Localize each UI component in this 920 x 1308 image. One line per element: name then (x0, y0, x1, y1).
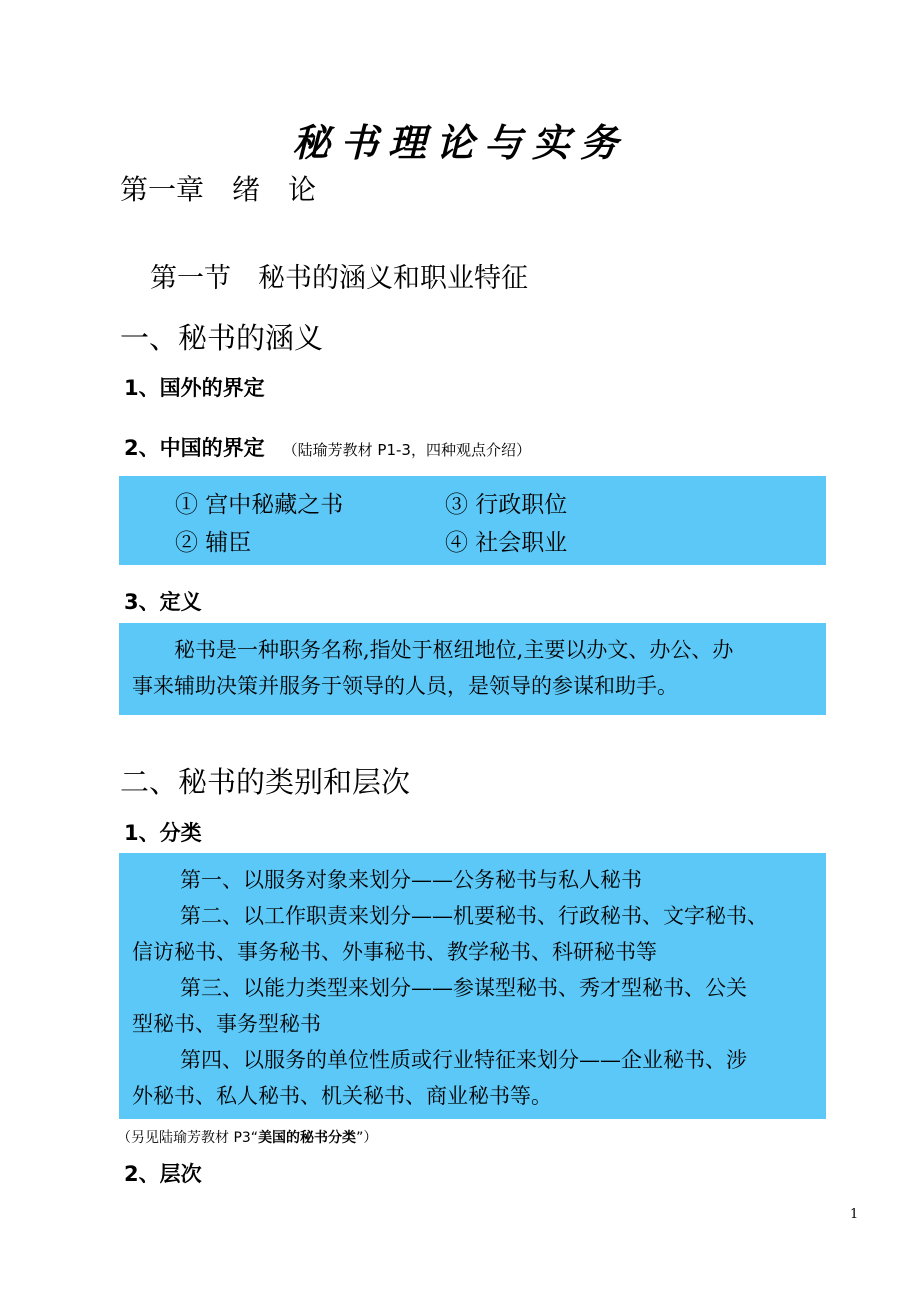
view-item: ③ 行政职位 (445, 492, 568, 518)
part1-sub2-note: （陆瑜芳教材 P1-3，四种观点介绍） (282, 441, 531, 459)
classification-line: 外秘书、私人秘书、机关秘书、商业秘书等。 (132, 1084, 552, 1108)
view-item: ① 宫中秘藏之书 (175, 492, 344, 518)
classification-line: 第三、以能力类型来划分——参谋型秘书、秀才型秘书、公关 (180, 976, 747, 1000)
definition-line: 事来辅助决策并服务于领导的人员，是领导的参谋和助手。 (132, 674, 678, 698)
note-bold: 美国的秘书分类 (258, 1130, 357, 1146)
classification-paragraph (132, 862, 822, 1114)
part1-sub2-label: 2、中国的界定 (124, 436, 265, 460)
section-heading: 第一节 秘书的涵义和职业特征 (150, 263, 528, 294)
definition-paragraph (132, 632, 822, 704)
views-box (119, 476, 826, 565)
part2-sub2-heading: 2、层次 (124, 1162, 202, 1186)
view-item: ② 辅臣 (175, 530, 252, 556)
document-title: 秘书理论与实务 (291, 120, 628, 165)
note-suffix: ”） (356, 1130, 378, 1146)
part1-sub3-heading: 3、定义 (124, 590, 202, 614)
note-prefix: （另见陆瑜芳教材 P3“ (117, 1130, 259, 1146)
classification-line: 第二、以工作职责来划分——机要秘书、行政秘书、文字秘书、 (180, 904, 768, 928)
part2-sub1-heading: 1、分类 (124, 821, 202, 845)
view-item: ④ 社会职业 (445, 530, 568, 556)
definition-line: 秘书是一种职务名称,指处于枢纽地位,主要以办文、办公、办 (174, 638, 734, 662)
classification-line: 第四、以服务的单位性质或行业特征来划分——企业秘书、涉 (180, 1048, 747, 1072)
classification-note (117, 1127, 377, 1147)
chapter-heading: 第一章 绪 论 (120, 173, 317, 206)
part1-heading: 一、秘书的涵义 (120, 321, 324, 355)
classification-line: 信访秘书、事务秘书、外事秘书、教学秘书、科研秘书等 (132, 940, 657, 964)
classification-line: 型秘书、事务型秘书 (132, 1012, 321, 1036)
part1-sub2-heading (124, 432, 531, 462)
page-number: 1 (850, 1207, 859, 1222)
part1-sub1-heading: 1、国外的界定 (124, 376, 265, 400)
part2-heading: 二、秘书的类别和层次 (120, 765, 411, 799)
classification-line: 第一、以服务对象来划分——公务秘书与私人秘书 (180, 868, 642, 892)
